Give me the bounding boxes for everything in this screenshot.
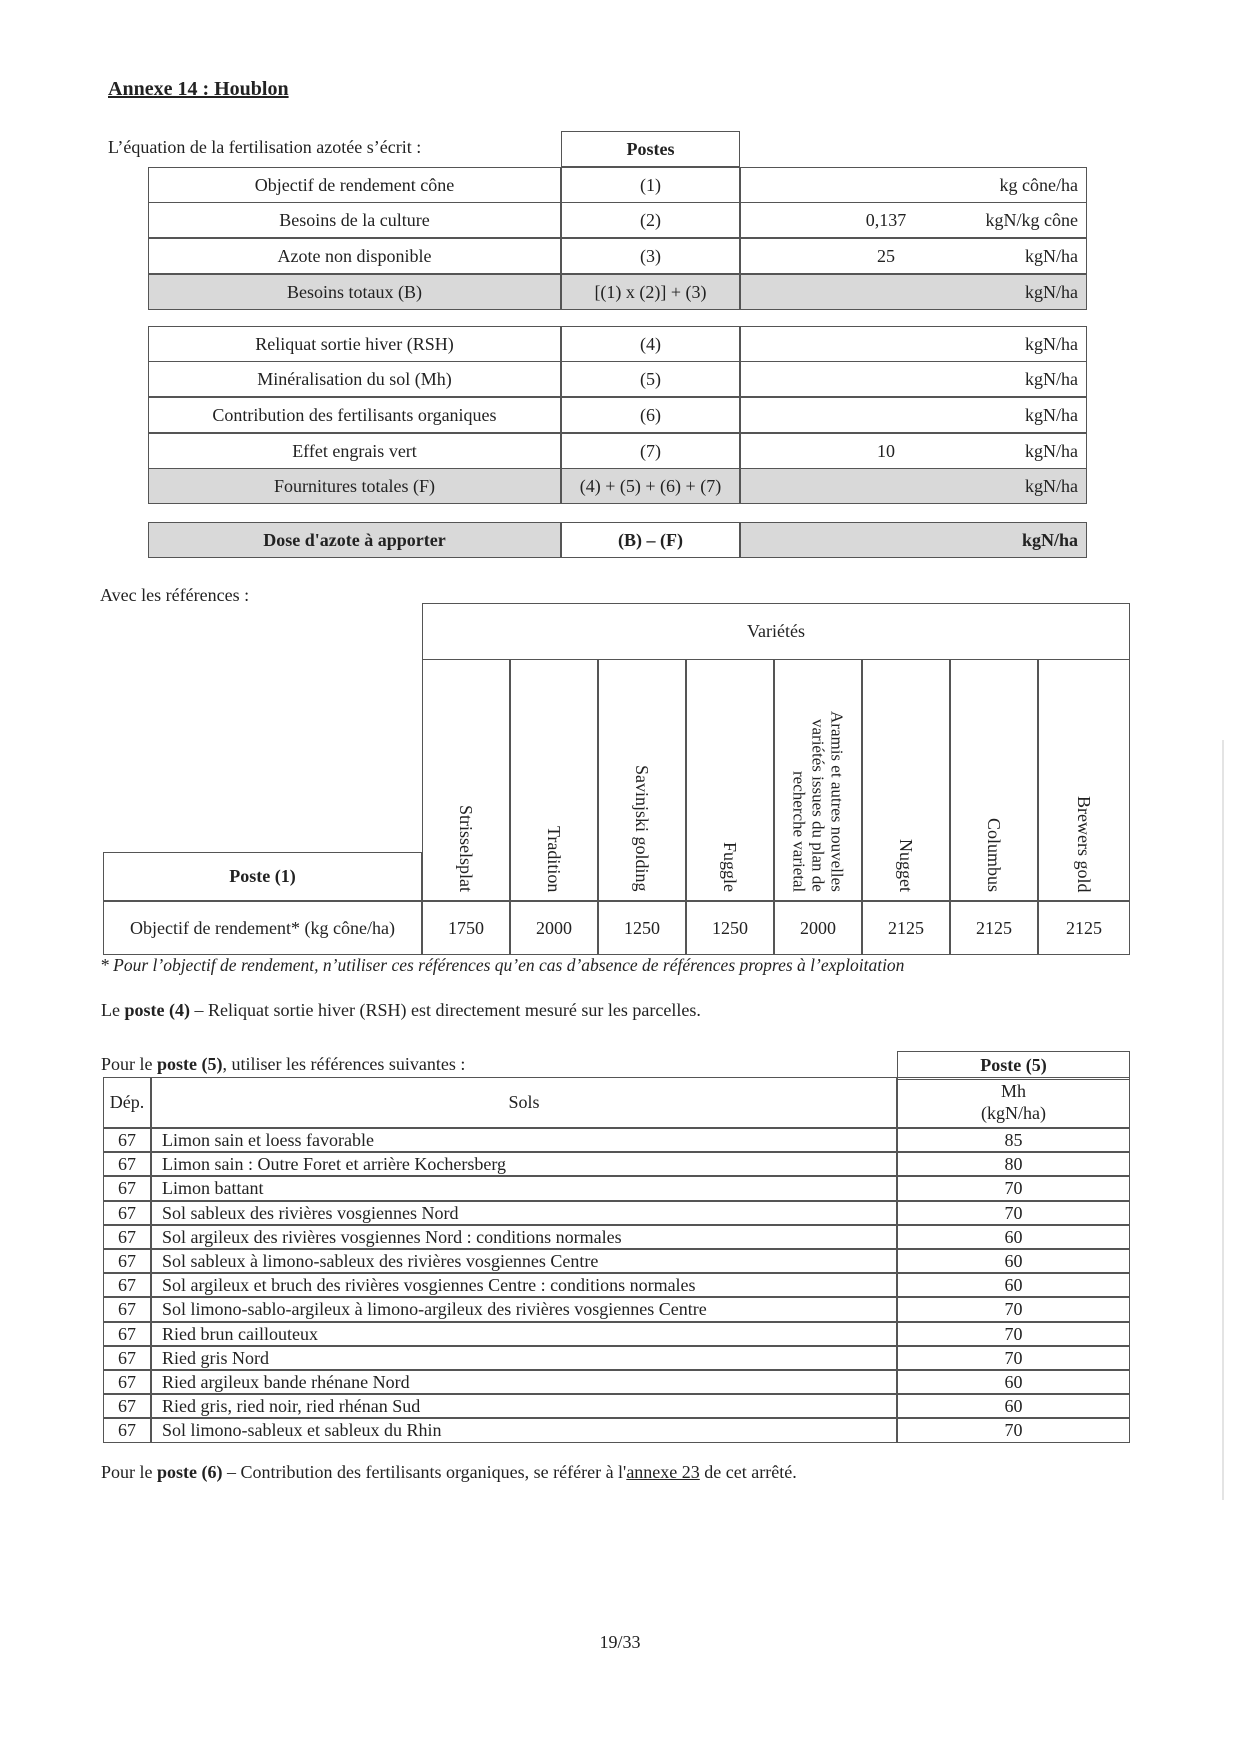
dep-header: Dép.	[103, 1077, 151, 1128]
soil-name: Ried argileux bande rhénane Nord	[151, 1370, 897, 1394]
variety-yield-value: 2000	[510, 901, 598, 955]
equation-poste: (2)	[561, 202, 740, 238]
equation-unit: kgN/kg cône	[985, 209, 1078, 230]
soil-mh: 70	[897, 1297, 1130, 1322]
equation-poste: (3)	[561, 238, 740, 274]
soil-name: Sol argileux des rivières vosgiennes Nord : conditions normales	[151, 1225, 897, 1249]
equation-intro: L’équation de la fertilisation azotée s’écrit :	[108, 137, 422, 157]
equation-poste: (7)	[561, 433, 740, 469]
equation-unit: kgN/ha	[1025, 281, 1078, 302]
equation-value-cell	[740, 433, 1087, 469]
postes-header: Postes	[561, 131, 740, 167]
variety-name-cell	[686, 659, 774, 901]
soil-mh: 85	[897, 1128, 1130, 1152]
variety-name: Aramis et autres nouvelles variétés issues du plan de recherche varietal	[789, 711, 847, 892]
equation-value: 25	[877, 245, 895, 266]
variety-name-cell	[1038, 659, 1130, 901]
soil-dep: 67	[103, 1249, 151, 1273]
variety-name-cell	[862, 659, 950, 901]
mh-unit: (kgN/ha)	[981, 1102, 1046, 1123]
variety-name-cell	[774, 659, 862, 901]
variety-name-cell	[598, 659, 686, 901]
variety-name: Savinjski golding	[632, 765, 653, 892]
poste1-label: Poste (1)	[103, 852, 422, 901]
equation-label: Dose d'azote à apporter	[148, 522, 561, 558]
variety-yield-value: 2000	[774, 901, 862, 955]
equation-label: Besoins totaux (B)	[148, 274, 561, 310]
soil-mh: 60	[897, 1249, 1130, 1273]
soil-name: Sol sableux des rivières vosgiennes Nord	[151, 1201, 897, 1225]
equation-poste: [(1) x (2)] + (3)	[561, 274, 740, 310]
equation-value-cell	[740, 397, 1087, 433]
variety-name-cell	[422, 659, 510, 901]
equation-value-cell	[740, 326, 1087, 362]
equation-unit: kg cône/ha	[999, 174, 1078, 195]
equation-poste: (4)	[561, 326, 740, 362]
yield-row-label: Objectif de rendement* (kg cône/ha)	[103, 901, 422, 955]
variety-name: Strisselsplat	[456, 804, 477, 892]
variety-yield-value: 2125	[862, 901, 950, 955]
equation-poste: (4) + (5) + (6) + (7)	[561, 468, 740, 504]
soil-name: Ried gris Nord	[151, 1346, 897, 1370]
equation-poste: (1)	[561, 167, 740, 203]
soil-mh: 80	[897, 1152, 1130, 1176]
variety-name: Tradition	[544, 825, 565, 892]
soil-name: Limon battant	[151, 1176, 897, 1201]
soil-name: Ried gris, ried noir, ried rhénan Sud	[151, 1394, 897, 1418]
soil-dep: 67	[103, 1128, 151, 1152]
references-label: Avec les références :	[100, 585, 250, 605]
equation-label: Besoins de la culture	[148, 202, 561, 238]
poste6-paragraph: Pour le poste (6) – Contribution des fertilisants organiques, se référer à l'annexe 23 de cet arrêté.	[101, 1462, 797, 1482]
page-number: 19/33	[599, 1632, 641, 1652]
soil-dep: 67	[103, 1273, 151, 1297]
equation-unit: kgN/ha	[1025, 440, 1078, 461]
equation-poste: (6)	[561, 397, 740, 433]
page-title: Annexe 14 : Houblon	[108, 78, 289, 100]
soil-mh: 70	[897, 1176, 1130, 1201]
equation-value-cell	[740, 274, 1087, 310]
soil-name: Sol sableux à limono-sableux des rivières vosgiennes Centre	[151, 1249, 897, 1273]
equation-poste: (B) – (F)	[561, 522, 740, 558]
mh-header	[897, 1077, 1130, 1128]
variety-name-cell	[510, 659, 598, 901]
variety-yield-value: 1750	[422, 901, 510, 955]
soil-name: Sol argileux et bruch des rivières vosgiennes Centre : conditions normales	[151, 1273, 897, 1297]
equation-label: Fournitures totales (F)	[148, 468, 561, 504]
equation-value: 10	[877, 440, 895, 461]
equation-unit: kgN/ha	[1025, 404, 1078, 425]
sols-header: Sols	[151, 1077, 897, 1128]
soil-dep: 67	[103, 1297, 151, 1322]
soil-dep: 67	[103, 1201, 151, 1225]
variety-yield-value: 1250	[686, 901, 774, 955]
soil-dep: 67	[103, 1346, 151, 1370]
equation-unit: kgN/ha	[1025, 368, 1078, 389]
soil-dep: 67	[103, 1176, 151, 1201]
variety-name: Columbus	[984, 817, 1005, 892]
variety-yield-value: 2125	[1038, 901, 1130, 955]
footnote: * Pour l’objectif de rendement, n’utiliser ces références qu’en cas d’absence de références propres à l’exploitation	[100, 955, 905, 975]
equation-label: Minéralisation du sol (Mh)	[148, 361, 561, 397]
equation-value-cell	[740, 167, 1087, 203]
equation-label: Reliquat sortie hiver (RSH)	[148, 326, 561, 362]
soil-mh: 70	[897, 1322, 1130, 1346]
equation-unit: kgN/ha	[1021, 529, 1078, 550]
varieties-header: Variétés	[422, 603, 1130, 660]
equation-value-cell	[740, 361, 1087, 397]
variety-name-cell	[950, 659, 1038, 901]
soil-dep: 67	[103, 1418, 151, 1443]
equation-unit: kgN/ha	[1025, 245, 1078, 266]
soil-mh: 60	[897, 1394, 1130, 1418]
variety-name: Brewers gold	[1074, 795, 1095, 892]
soil-name: Sol limono-sablo-argileux à limono-argileux des rivières vosgiennes Centre	[151, 1297, 897, 1322]
equation-unit: kgN/ha	[1025, 475, 1078, 496]
equation-value: 0,137	[865, 209, 907, 230]
equation-value-cell	[740, 468, 1087, 504]
mh-label: Mh	[1000, 1080, 1026, 1101]
soil-dep: 67	[103, 1370, 151, 1394]
soil-mh: 60	[897, 1273, 1130, 1297]
variety-name: Nugget	[896, 839, 917, 892]
soil-mh: 70	[897, 1201, 1130, 1225]
equation-label: Objectif de rendement cône	[148, 167, 561, 203]
scan-edge	[1222, 740, 1224, 1500]
soil-name: Limon sain et loess favorable	[151, 1128, 897, 1152]
equation-unit: kgN/ha	[1025, 333, 1078, 354]
equation-label: Contribution des fertilisants organiques	[148, 397, 561, 433]
soil-mh: 60	[897, 1370, 1130, 1394]
equation-value-cell	[740, 202, 1087, 238]
poste5-paragraph: Pour le poste (5), utiliser les références suivantes :	[101, 1054, 466, 1074]
poste4-paragraph: Le poste (4) – Reliquat sortie hiver (RSH) est directement mesuré sur les parcelles.	[101, 1000, 701, 1020]
soil-name: Ried brun caillouteux	[151, 1322, 897, 1346]
equation-label: Effet engrais vert	[148, 433, 561, 469]
soil-mh: 60	[897, 1225, 1130, 1249]
variety-yield-value: 2125	[950, 901, 1038, 955]
equation-value-cell	[740, 522, 1087, 558]
soil-mh: 70	[897, 1346, 1130, 1370]
equation-value-cell	[740, 238, 1087, 274]
poste5-header: Poste (5)	[897, 1051, 1130, 1080]
variety-name: Fuggle	[720, 841, 741, 892]
equation-label: Azote non disponible	[148, 238, 561, 274]
soil-dep: 67	[103, 1152, 151, 1176]
variety-yield-value: 1250	[598, 901, 686, 955]
soil-dep: 67	[103, 1322, 151, 1346]
soil-name: Limon sain : Outre Foret et arrière Kochersberg	[151, 1152, 897, 1176]
soil-mh: 70	[897, 1418, 1130, 1443]
soil-dep: 67	[103, 1394, 151, 1418]
soil-name: Sol limono-sableux et sableux du Rhin	[151, 1418, 897, 1443]
soil-dep: 67	[103, 1225, 151, 1249]
equation-poste: (5)	[561, 361, 740, 397]
annexe-23-link[interactable]: annexe 23	[626, 1462, 700, 1482]
